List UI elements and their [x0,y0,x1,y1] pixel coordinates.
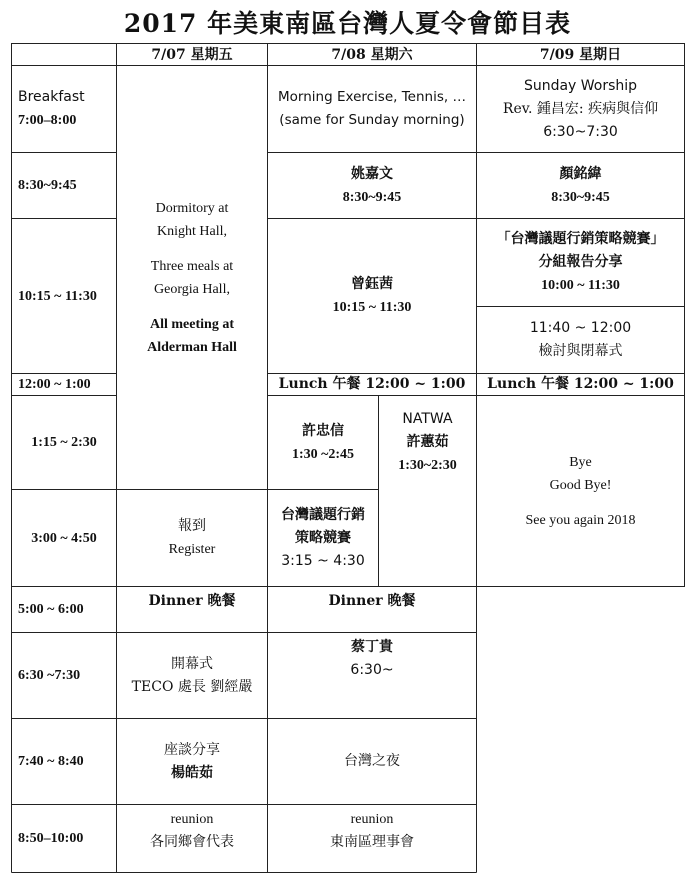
dorm-line1: Dormitory at [155,200,229,216]
reunion-group: 各同鄉會代表 [150,834,234,850]
worship-speaker: Rev. 鍾昌宏: 疾病與信仰 [502,100,659,117]
saturday-reunion [268,805,476,872]
bye-line3: See you again 2018 [525,512,636,528]
saturday-session-b [379,396,476,489]
sun-session1-time: 8:30~9:45 [551,189,610,205]
session-a-speaker: 許忠信 [302,422,344,439]
saturday-session1 [268,153,476,218]
evening-time: 6:30~ [350,662,394,678]
saturday-lunch: Lunch 午餐 12:00 ~ 1:00 [278,376,466,392]
sunday-session1 [477,153,684,218]
meeting-line2: Alderman Hall [147,339,237,355]
opening-title: 開幕式 [171,655,213,672]
time-0300: 3:00 ~ 4:50 [31,530,97,546]
opening-speaker: TECO 處長 劉經嚴 [131,678,253,695]
sunday-farewell [477,396,684,586]
breakfast-time: 7:00–8:00 [18,113,77,128]
header-day1: 7/07 星期五 [151,46,233,63]
meeting-line1: All meeting at [150,316,234,332]
sunday-closing [477,307,684,373]
breakfast-label: Breakfast [18,89,85,105]
report-subtitle: 分組報告分享 [538,254,623,270]
session-a-time: 1:30 ~2:45 [291,446,355,462]
time-0830: 8:30~9:45 [18,178,77,193]
page-title: 2017 年美東南區台灣人夏令會節目表 [123,9,572,38]
worship-title: Sunday Worship [523,77,638,94]
talk-title: 座談分享 [164,741,220,758]
sunday-contest-report [477,219,684,306]
reunion-title: reunion [170,812,214,827]
contest-time: 3:15 ~ 4:30 [281,552,365,569]
report-time: 10:00 ~ 11:30 [541,278,620,293]
friday-talk [117,719,267,804]
saturday-dinner: Dinner 晚餐 [328,593,416,609]
closing-time: 11:40 ~ 12:00 [529,320,632,336]
session-b-speaker: 許蕙茹 [406,434,449,450]
friday-register [117,490,267,586]
session-b-time: 1:30~2:30 [398,458,457,473]
friday-dinner: Dinner 晚餐 [148,593,236,609]
evening-speaker: 蔡丁貴 [351,639,393,655]
contest-line1: 台灣議題行銷 [281,506,365,523]
worship-time: 6:30~7:30 [543,123,618,140]
contest-line2: 策略競賽 [295,529,351,546]
morning-line2: (same for Sunday morning) [279,112,465,128]
sun-session1-speaker: 顏銘緯 [559,165,602,182]
time-breakfast [12,66,116,152]
session-b-org: NATWA [402,411,453,427]
time-0500: 5:00 ~ 6:00 [18,602,84,617]
saturday-session2 [268,219,476,373]
sat-reunion-group: 東南區理事會 [330,834,414,850]
time-1015: 10:15 ~ 11:30 [18,288,97,304]
time-1200: 12:00 ~ 1:00 [18,377,91,392]
talk-speaker: 楊皓茹 [171,764,213,781]
meals-line1: Three meals at [150,258,234,274]
saturday-taiwan-night: 台灣之夜 [344,753,400,769]
header-day3: 7/09 星期日 [539,46,622,63]
report-title: 「台灣議題行銷策略競賽」 [496,231,665,247]
register-zh: 報到 [178,518,206,534]
morning-line1: Morning Exercise, Tennis, … [278,89,466,105]
bye-line2: Good Bye! [549,477,612,493]
session1-time: 8:30~9:45 [342,189,402,205]
friday-general-info [117,66,267,489]
sunday-lunch: Lunch 午餐 12:00 ~ 1:00 [487,376,674,392]
time-0630: 6:30 ~7:30 [18,668,81,683]
closing-title: 檢討與閉幕式 [538,343,623,359]
saturday-morning [268,66,476,152]
saturday-session-a [268,396,378,489]
saturday-evening-talk [268,633,476,718]
time-0740: 7:40 ~ 8:40 [18,754,84,769]
dorm-line2: Knight Hall, [157,223,227,239]
session2-time: 10:15 ~ 11:30 [332,300,412,315]
header-day2: 7/08 星期六 [331,46,413,63]
session2-speaker: 曾鈺茜 [351,276,393,292]
meals-line2: Georgia Hall, [154,281,230,297]
sat-reunion-title: reunion [350,812,394,827]
sunday-worship [477,66,684,152]
time-0115: 1:15 ~ 2:30 [31,435,97,450]
session1-speaker: 姚嘉文 [351,165,393,182]
saturday-contest [268,490,378,586]
friday-opening [117,633,267,718]
bye-line1: Bye [569,454,592,470]
friday-reunion [117,805,267,872]
time-0850: 8:50–10:00 [18,831,84,846]
register-en: Register [168,542,216,557]
